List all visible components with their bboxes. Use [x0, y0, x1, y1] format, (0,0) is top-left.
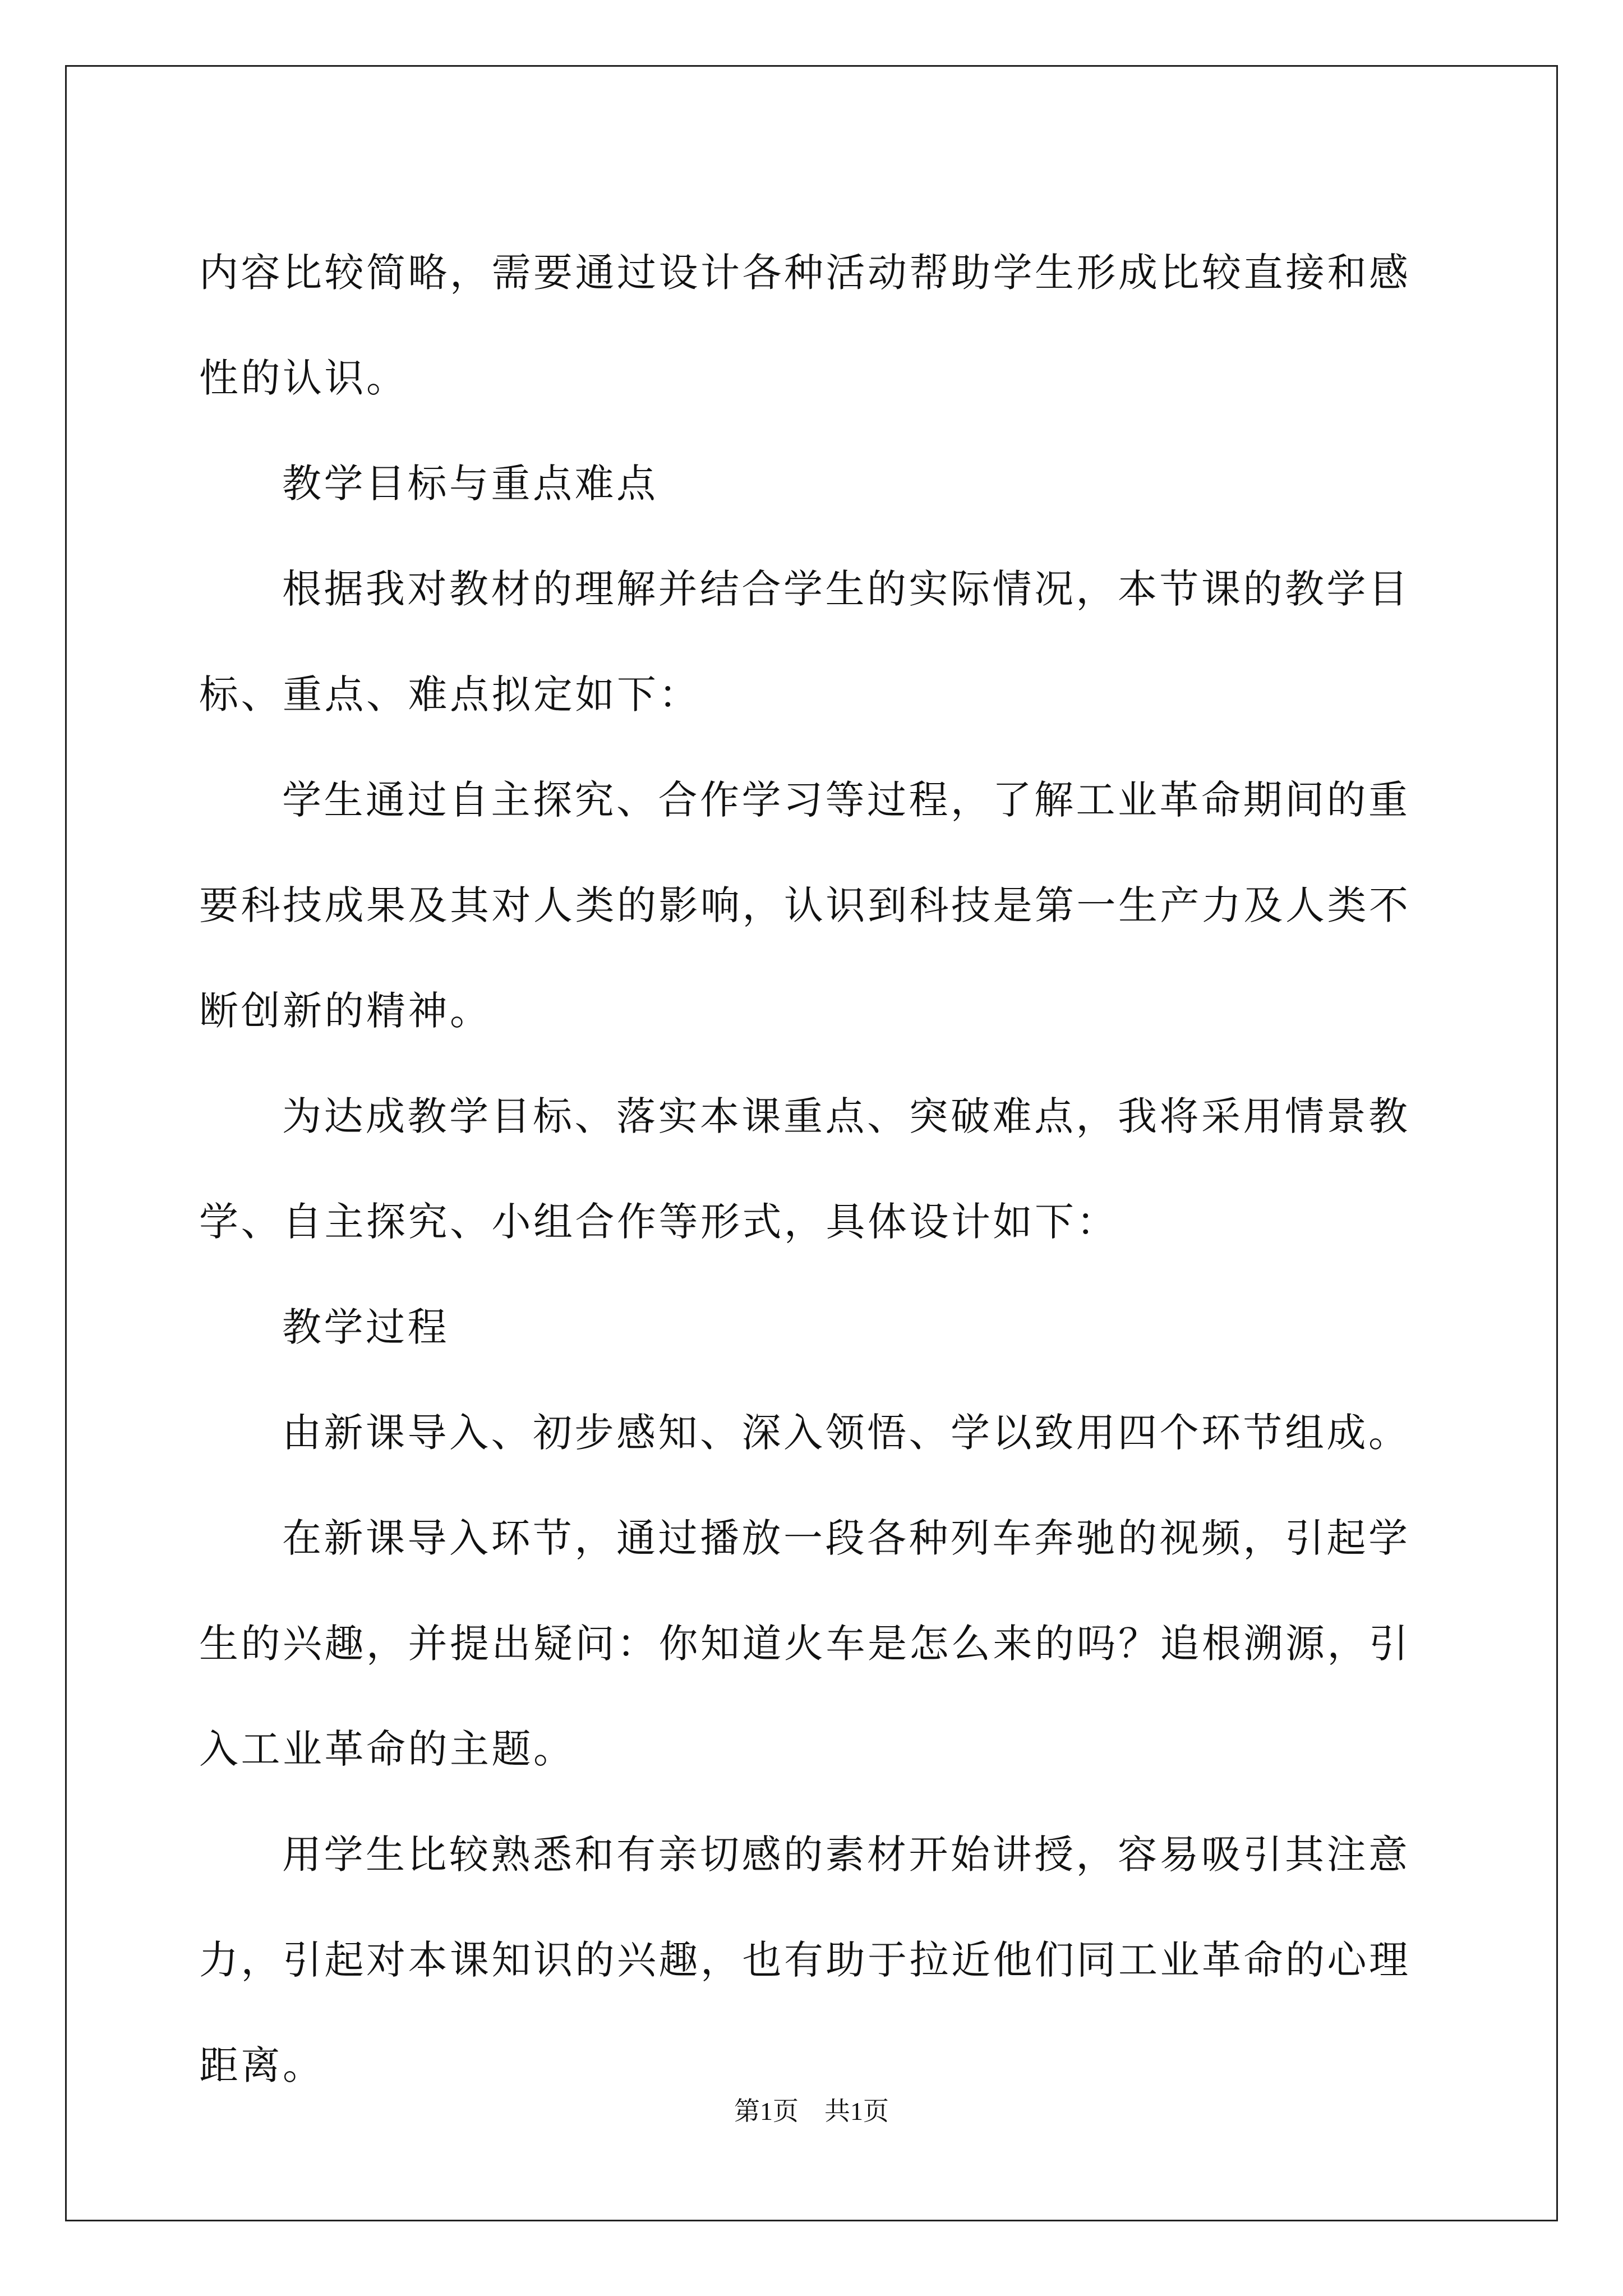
- heading-teaching-process: 教学过程: [282, 1304, 449, 1350]
- paragraph-material-rationale: 用学生比较熟悉和有亲切感的素材开始讲授，容易吸引其注意力，引起对本课知识的兴趣，也有助于拉近他们同工业革命的心理距离。: [199, 1832, 1411, 2088]
- paragraph-lesson-introduction: 在新课导入环节，通过播放一段各种列车奔驰的视频，引起学生的兴趣，并提出疑问：你知道火车是怎么来的吗？追根溯源，引入工业革命的主题。: [199, 1515, 1411, 1772]
- page-number-footer: 第1页 共1页: [734, 2097, 889, 2125]
- paragraph-intro-continuation: 内容比较简略，需要通过设计各种活动帮助学生形成比较直接和感性的认识。: [199, 250, 1411, 401]
- heading-teaching-objectives: 教学目标与重点难点: [282, 461, 658, 507]
- paragraph-teaching-methods: 为达成教学目标、落实本课重点、突破难点，我将采用情景教学、自主探究、小组合作等形式，具体设计如下：: [199, 1093, 1410, 1245]
- paragraph-process-stages: 由新课导入、初步感知、深入领悟、学以致用四个环节组成。: [282, 1410, 1410, 1456]
- paragraph-objectives-intro: 根据我对教材的理解并结合学生的实际情况，本节课的教学目标、重点、难点拟定如下：: [199, 566, 1410, 717]
- paragraph-learning-goal: 学生通过自主探究、合作学习等过程，了解工业革命期间的重要科技成果及其对人类的影响，认识到科技是第一生产力及人类不断创新的精神。: [199, 777, 1411, 1034]
- document-body: [199, 220, 1433, 2118]
